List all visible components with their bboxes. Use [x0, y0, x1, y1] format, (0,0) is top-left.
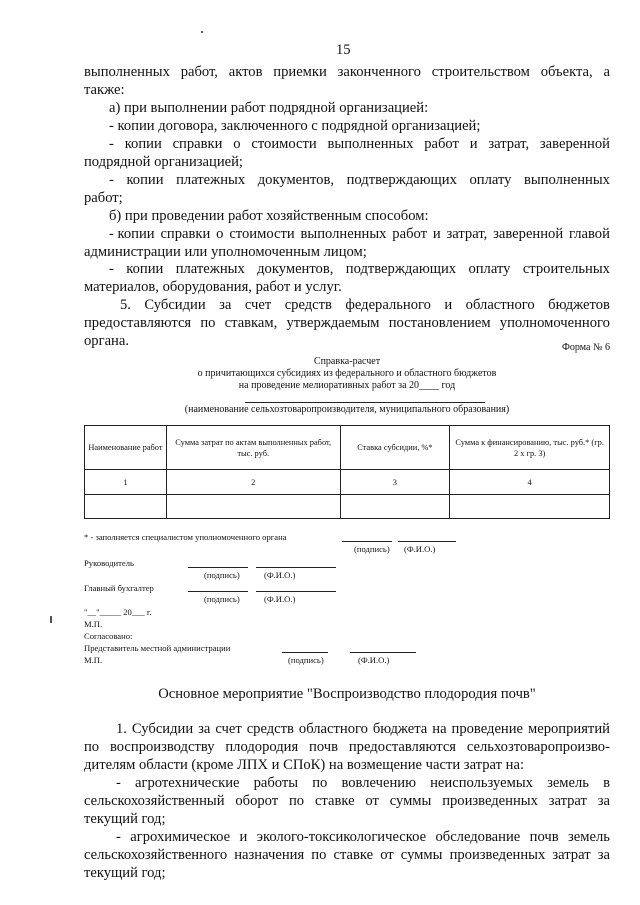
word: и: [239, 829, 248, 845]
word: выполненных: [84, 64, 170, 80]
stamp-place: М.П.: [84, 655, 103, 665]
list-item: [109, 225, 610, 244]
word: сельскохозяйственный: [84, 793, 225, 809]
column-number: 2: [166, 470, 340, 495]
word: за: [597, 793, 610, 809]
signature-caption: (подпись): [204, 570, 240, 580]
word: - копии: [109, 226, 155, 242]
word: за: [198, 721, 211, 737]
word: копии: [126, 261, 164, 277]
word: по: [312, 775, 328, 791]
word: оборот: [235, 793, 279, 809]
word: счет: [244, 297, 272, 313]
word: 1.: [116, 721, 127, 737]
word: оплату: [468, 261, 511, 277]
paragraph-line: [84, 314, 610, 333]
word: уполномоченного: [499, 315, 610, 331]
paragraph-line: [84, 792, 610, 811]
word: приемки: [273, 64, 327, 80]
word: мероприятий: [528, 721, 610, 737]
word: выполненных: [327, 136, 414, 152]
table-cell-empty: [450, 495, 610, 519]
word: ставке: [314, 793, 355, 809]
table-cell-empty: [340, 495, 450, 519]
list-item: [109, 171, 610, 190]
word: -: [109, 172, 114, 188]
word: копии: [124, 136, 162, 152]
word: областного: [465, 297, 535, 313]
word: средств: [246, 721, 294, 737]
word: почв: [309, 739, 339, 755]
table-header-cell: Ставка субсидии, %*: [340, 426, 450, 470]
accountant-label: Главный бухгалтер: [84, 583, 154, 593]
word: в: [603, 775, 610, 791]
word: плодородия: [225, 739, 299, 755]
word: -: [116, 775, 121, 791]
word: предоставляются: [348, 739, 457, 755]
word: -: [116, 829, 121, 845]
word: строительных: [522, 261, 610, 277]
list-item: [116, 828, 610, 847]
signature-line: [188, 567, 248, 568]
word: строительством: [431, 64, 530, 80]
word: заверенной: [539, 136, 610, 152]
word: стоимости: [229, 226, 295, 242]
word: земель: [568, 829, 610, 845]
scan-artifact: [201, 31, 203, 33]
fio-line: [398, 541, 456, 542]
text-line: администрации или уполномоченным лицом;: [84, 244, 367, 260]
word: и: [444, 297, 453, 313]
signature-caption: (подпись): [288, 655, 324, 665]
signature-caption: (подпись): [204, 594, 240, 604]
word: законченного: [337, 64, 421, 80]
word: работ: [392, 226, 427, 242]
form-subtitle: о причитающихся субсидиях из федерального и областного бюджетов: [197, 368, 497, 379]
word: неиспользуемых: [430, 775, 533, 791]
text-line: органа.: [84, 333, 129, 349]
column-number: 4: [450, 470, 610, 495]
word: работ,: [180, 64, 218, 80]
signature-line: [342, 541, 392, 542]
word: проведение: [451, 721, 524, 737]
word: затрат: [548, 793, 587, 809]
word: платежных: [175, 261, 245, 277]
word: и: [469, 136, 478, 152]
word: работы: [253, 775, 299, 791]
word: от: [365, 793, 379, 809]
word: суммы: [400, 847, 443, 863]
column-number: 1: [85, 470, 167, 495]
table-header-cell: Сумма к финансированию, тыс. руб.* (гр. 2 x гр. 3): [450, 426, 610, 470]
page-number: 15: [336, 42, 351, 58]
paragraph-line: [84, 738, 610, 757]
text-line: дителям области (кроме ЛПХ и СПоК) на возмещение части затрат на:: [84, 757, 524, 773]
word: бюджетов: [548, 297, 610, 313]
text-line: подрядной организацией;: [84, 154, 243, 170]
table-header-cell: Наименование работ: [85, 426, 167, 470]
word: документов,: [257, 261, 334, 277]
word: подтверждающих: [346, 172, 457, 188]
list-item: [109, 260, 610, 279]
text-line: текущий год;: [84, 811, 166, 827]
word: главой: [569, 226, 610, 242]
paragraph-line: [116, 720, 610, 739]
form-title: Справка-расчет: [313, 356, 381, 367]
signature-caption: (подпись): [354, 544, 390, 554]
signature-line: [188, 591, 248, 592]
word: о: [216, 226, 224, 242]
fio-caption: (Ф.И.О.): [404, 544, 436, 554]
word: по: [311, 847, 327, 863]
word: за: [597, 847, 610, 863]
table-cell-empty: [166, 495, 340, 519]
table-header-cell: Сумма затрат по актам выполненных работ, тыс. руб.: [166, 426, 340, 470]
word: сельхозтоваропроизво-: [466, 739, 610, 755]
calculation-table: [84, 425, 610, 519]
word: эколого-токсикологическое: [256, 829, 427, 845]
word: почв: [529, 829, 559, 845]
word: бюджета: [372, 721, 428, 737]
word: копии: [126, 172, 164, 188]
fio-caption: (Ф.И.О.): [264, 570, 296, 580]
list-item: [116, 774, 610, 793]
word: и: [432, 226, 441, 242]
word: предоставляются: [84, 315, 192, 331]
text-line: работ;: [84, 190, 123, 206]
word: вовлечению: [341, 775, 416, 791]
word: обследование: [435, 829, 521, 845]
word: федерального: [345, 297, 431, 313]
word: сельскохозяйственного: [84, 847, 228, 863]
word: по: [84, 739, 100, 755]
word: выполненных: [300, 226, 387, 242]
word: затрат,: [446, 226, 488, 242]
signature-line: [282, 652, 328, 653]
word: произведенных: [449, 847, 546, 863]
word: по: [289, 793, 305, 809]
word: оплату: [469, 172, 512, 188]
word: Субсидии: [144, 297, 206, 313]
word: -: [109, 136, 114, 152]
list-heading: а) при выполнении работ подрядной организацией:: [109, 100, 429, 116]
word: а: [603, 64, 610, 80]
agreed-label: Согласовано:: [84, 631, 133, 641]
word: заверенной: [493, 226, 564, 242]
word: актов: [228, 64, 263, 80]
word: ставке: [333, 847, 374, 863]
fio-line: [256, 591, 336, 592]
word: справки: [160, 226, 211, 242]
paragraph-line: [84, 846, 610, 865]
date-line: "__"_____ 20___ г.: [84, 607, 152, 617]
list-item: [109, 135, 610, 154]
text-line: также:: [84, 82, 125, 98]
scan-artifact: [50, 616, 52, 623]
word: за: [219, 297, 232, 313]
word: областного: [298, 721, 368, 737]
word: произведенных: [442, 793, 538, 809]
word: подтверждающих: [345, 261, 457, 277]
word: платежных: [176, 172, 246, 188]
word: затрат,: [488, 136, 530, 152]
word: Субсидии: [131, 721, 194, 737]
text-line: материалов, оборудования, работ и услуг.: [84, 279, 342, 295]
word: агрохимическое: [130, 829, 231, 845]
word: документов,: [257, 172, 334, 188]
word: стоимости: [251, 136, 317, 152]
word: постановлением: [388, 315, 491, 331]
column-number: 3: [340, 470, 450, 495]
text-line: [84, 63, 610, 82]
fio-caption: (Ф.И.О.): [358, 655, 390, 665]
section-heading: Основное мероприятие "Воспроизводство плодородия почв": [158, 686, 536, 702]
word: счет: [215, 721, 242, 737]
text-line: текущий год;: [84, 865, 166, 881]
word: -: [109, 261, 114, 277]
word: о: [233, 136, 241, 152]
word: от: [380, 847, 394, 863]
word: воспроизводству: [109, 739, 215, 755]
word: выполненных: [524, 172, 610, 188]
word: по: [200, 315, 216, 331]
footnote: * - заполняется специалистом уполномоченного органа: [84, 532, 287, 542]
word: ставкам,: [224, 315, 278, 331]
word: агротехнические: [135, 775, 240, 791]
paragraph-line: [120, 296, 610, 315]
rep-label: Представитель местной администрации: [84, 643, 231, 653]
list-item: - копии договора, заключенного с подрядной организацией;: [109, 118, 481, 134]
form-subtitle: на проведение мелиоративных работ за 20____ год: [238, 380, 456, 391]
word: назначения: [234, 847, 305, 863]
org-caption: (наименование сельхозтоваропроизводителя, муниципального образования): [184, 404, 510, 415]
fio-caption: (Ф.И.О.): [264, 594, 296, 604]
word: затрат: [552, 847, 591, 863]
list-heading: б) при проведении работ хозяйственным способом:: [109, 208, 429, 224]
fio-line: [350, 652, 416, 653]
word: работ: [424, 136, 459, 152]
word: 5.: [120, 297, 131, 313]
word: объекта,: [540, 64, 593, 80]
word: суммы: [389, 793, 432, 809]
word: земель: [547, 775, 589, 791]
word: на: [432, 721, 447, 737]
word: справки: [172, 136, 223, 152]
form-label: Форма № 6: [562, 342, 610, 353]
head-label: Руководитель: [84, 558, 134, 568]
table-cell-empty: [85, 495, 167, 519]
fio-line: [256, 567, 336, 568]
stamp-place: М.П.: [84, 619, 103, 629]
word: утверждаемым: [286, 315, 380, 331]
word: средств: [284, 297, 332, 313]
